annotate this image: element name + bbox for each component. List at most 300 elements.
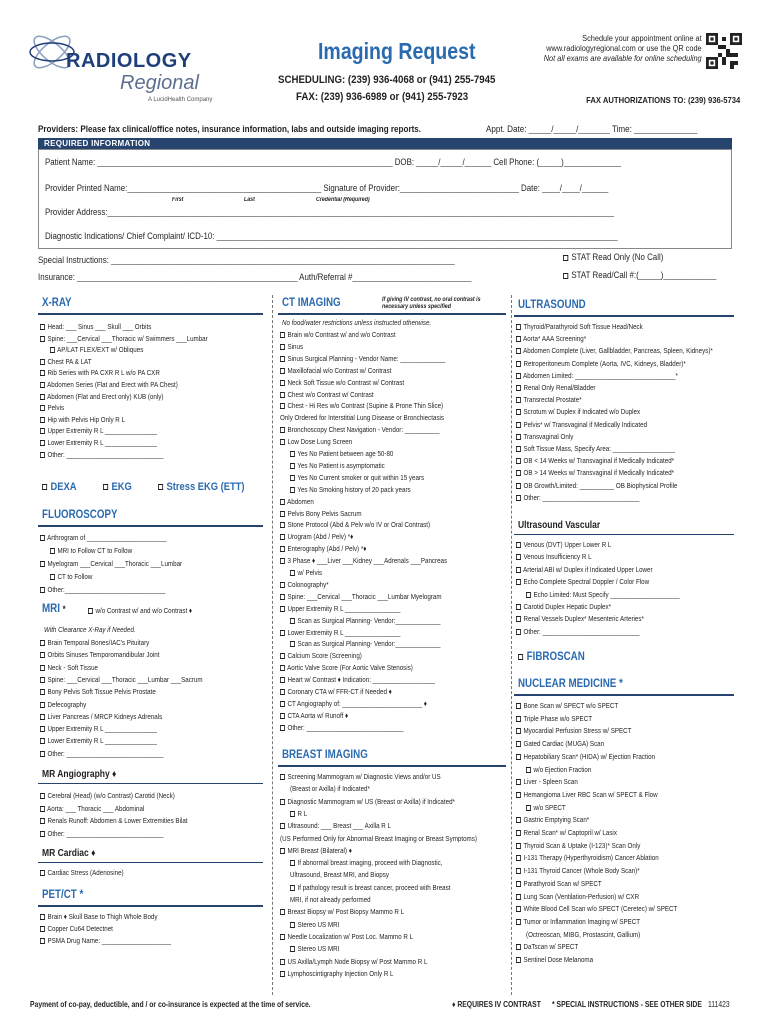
list-item-label: Stereo US MRI: [297, 944, 340, 954]
list-item[interactable]: [40, 650, 160, 659]
list-item[interactable]: [516, 828, 617, 837]
list-item[interactable]: [516, 726, 631, 735]
stat-read-call[interactable]: [563, 270, 716, 280]
checkbox[interactable]: [40, 831, 45, 837]
list-item[interactable]: [516, 777, 578, 786]
list-item[interactable]: [516, 815, 589, 824]
list-item[interactable]: [280, 378, 404, 387]
list-item-label: Gastric Emptying Scan*: [523, 815, 590, 825]
list-item[interactable]: [40, 791, 175, 800]
list-item[interactable]: [516, 346, 713, 355]
list-item[interactable]: [40, 687, 156, 696]
list-item[interactable]: [516, 879, 602, 888]
list-item[interactable]: [40, 559, 182, 568]
checkbox[interactable]: [516, 483, 521, 489]
list-item[interactable]: [280, 675, 435, 684]
list-item[interactable]: [280, 957, 427, 966]
checkbox[interactable]: [280, 606, 285, 612]
checkbox[interactable]: [516, 458, 521, 464]
checkbox[interactable]: [280, 934, 285, 940]
checkbox[interactable]: [40, 806, 45, 812]
diagnostic-field[interactable]: Diagnostic Indications/ Chief Complaint/ ICD-10: ___________________________________________________________________________________________: [45, 231, 618, 241]
stress-ekg-option[interactable]: [158, 481, 244, 493]
list-item-label: Parathyroid Scan w/ SPECT: [523, 878, 602, 888]
checkbox[interactable]: [280, 403, 285, 409]
list-item[interactable]: [516, 565, 653, 574]
list-item[interactable]: [280, 772, 441, 781]
list-item-label: PSMA Drug Name: ____________________: [47, 936, 172, 945]
list-item-label: Brain ♦ Skull Base to Thigh Whole Body: [47, 912, 158, 921]
checkbox[interactable]: [280, 725, 285, 731]
checkbox[interactable]: [516, 373, 521, 379]
list-item[interactable]: [290, 858, 443, 867]
list-item[interactable]: [40, 712, 162, 721]
checkbox[interactable]: [516, 944, 521, 950]
checkbox[interactable]: [280, 665, 285, 671]
checkbox[interactable]: [40, 793, 45, 799]
list-item[interactable]: [280, 556, 447, 565]
checkbox[interactable]: [516, 817, 521, 823]
list-item[interactable]: [526, 765, 591, 774]
checkbox[interactable]: [40, 561, 45, 567]
checkbox[interactable]: [516, 348, 521, 354]
list-item-label: Myelogram ___Cervical ___Thoracic ___Lumbar: [47, 559, 183, 568]
list-item[interactable]: [40, 334, 208, 343]
list-item[interactable]: [40, 380, 178, 389]
list-item[interactable]: [40, 700, 86, 709]
checkbox[interactable]: [516, 894, 521, 900]
ct-note: If giving IV contrast, no oral contrast is necessary unless specified: [382, 296, 481, 310]
checkbox[interactable]: [50, 347, 55, 353]
list-item[interactable]: [290, 639, 440, 648]
list-item[interactable]: [290, 461, 385, 470]
list-item[interactable]: [516, 540, 611, 549]
list-item[interactable]: [280, 437, 352, 446]
list-item[interactable]: [280, 330, 395, 339]
checkbox[interactable]: [40, 440, 45, 446]
checkbox[interactable]: [280, 558, 285, 564]
checkbox[interactable]: [516, 422, 521, 428]
list-item[interactable]: [280, 544, 366, 553]
list-item[interactable]: [516, 493, 639, 502]
provider-name-field[interactable]: Provider Printed Name:____________________________________________ Signature of Provider:___________________________ Date: ____/____/______: [45, 183, 609, 193]
checkbox[interactable]: [516, 703, 521, 709]
checkbox[interactable]: [280, 534, 285, 540]
checkbox[interactable]: [40, 870, 45, 876]
list-item[interactable]: [516, 552, 592, 561]
checkbox[interactable]: [158, 484, 163, 490]
list-item-label: Liver - Spleen Scan: [523, 777, 578, 787]
list-item[interactable]: [526, 803, 566, 812]
list-item[interactable]: [516, 577, 649, 586]
checkbox[interactable]: [526, 767, 531, 773]
list-item[interactable]: [516, 892, 639, 901]
list-item[interactable]: [50, 572, 92, 581]
checkbox[interactable]: [516, 716, 521, 722]
list-item[interactable]: [516, 359, 686, 368]
list-item[interactable]: [290, 809, 307, 818]
list-item[interactable]: [516, 942, 578, 951]
list-item-label: Other: ____________________________: [287, 722, 404, 732]
checkbox[interactable]: [50, 548, 55, 554]
list-item-label: If abnormal breast imaging, proceed with Diagnostic,: [297, 858, 443, 868]
list-item[interactable]: [516, 614, 644, 623]
list-item[interactable]: [516, 841, 640, 850]
checkbox[interactable]: [280, 677, 285, 683]
list-item[interactable]: [290, 473, 424, 482]
list-item[interactable]: [280, 592, 442, 601]
list-item[interactable]: [280, 509, 362, 518]
list-item[interactable]: [280, 846, 352, 855]
checkbox[interactable]: [516, 579, 521, 585]
list-item[interactable]: [280, 907, 404, 916]
checkbox[interactable]: [290, 570, 295, 576]
checkbox[interactable]: [290, 922, 295, 928]
list-item[interactable]: [40, 426, 157, 435]
list-item[interactable]: [516, 904, 677, 913]
list-item[interactable]: [40, 749, 163, 758]
list-item-label: Sinus: [287, 341, 304, 351]
checkbox[interactable]: [103, 484, 108, 490]
list-item[interactable]: [516, 627, 639, 636]
checkbox[interactable]: [516, 830, 521, 836]
list-item[interactable]: [516, 866, 640, 875]
list-item[interactable]: [516, 383, 595, 392]
list-item[interactable]: [40, 450, 163, 459]
mrc-title: MR Cardiac ♦: [42, 848, 96, 859]
checkbox[interactable]: [280, 522, 285, 528]
list-item[interactable]: [280, 401, 443, 410]
list-item[interactable]: [290, 870, 389, 879]
checkbox[interactable]: [280, 427, 285, 433]
checkbox[interactable]: [290, 860, 295, 866]
checkbox[interactable]: [280, 909, 285, 915]
list-item[interactable]: [280, 969, 394, 978]
list-item[interactable]: [516, 395, 582, 404]
checkbox[interactable]: [40, 587, 45, 593]
checkbox[interactable]: [40, 751, 45, 757]
list-item[interactable]: [50, 345, 143, 354]
checkbox[interactable]: [516, 855, 521, 861]
list-item-label: Screening Mammogram w/ Diagnostic Views and/or US: [287, 772, 441, 781]
list-item[interactable]: [40, 724, 157, 733]
checkbox[interactable]: [40, 652, 45, 658]
mri-title: [42, 603, 66, 615]
checkbox[interactable]: [516, 616, 521, 622]
list-item[interactable]: [40, 638, 149, 647]
checkbox[interactable]: [526, 805, 531, 811]
checkbox[interactable]: [40, 818, 45, 824]
section-rule: [38, 525, 263, 527]
list-item[interactable]: [290, 616, 440, 625]
dexa-option[interactable]: [42, 481, 77, 493]
list-item[interactable]: [516, 334, 586, 343]
list-item[interactable]: [516, 481, 678, 490]
checkbox[interactable]: [280, 713, 285, 719]
list-item[interactable]: [526, 930, 640, 939]
list-item[interactable]: [290, 485, 411, 494]
list-item[interactable]: [280, 821, 391, 830]
section-rule: [278, 765, 506, 767]
checkbox[interactable]: [290, 463, 295, 469]
list-item[interactable]: [40, 816, 188, 825]
provider-address-field[interactable]: Provider Address:___________________________________________________________________________________________________________________: [45, 207, 615, 217]
checkbox[interactable]: [516, 779, 521, 785]
checkbox[interactable]: [516, 470, 521, 476]
checkbox[interactable]: [290, 811, 295, 817]
list-item[interactable]: [280, 604, 400, 613]
checkbox[interactable]: [280, 594, 285, 600]
stat-read-only[interactable]: [563, 252, 663, 262]
checkbox[interactable]: [290, 618, 295, 624]
checkbox[interactable]: [40, 938, 45, 944]
checkbox[interactable]: [40, 394, 45, 400]
list-item[interactable]: [40, 829, 163, 838]
list-item[interactable]: [290, 449, 393, 458]
checkbox[interactable]: [516, 361, 521, 367]
mri-contrast-opts[interactable]: [88, 606, 192, 615]
list-item[interactable]: [40, 403, 64, 412]
checkbox[interactable]: [280, 971, 285, 977]
checkbox[interactable]: [516, 728, 521, 734]
list-item[interactable]: [290, 784, 370, 793]
list-item[interactable]: [290, 944, 339, 953]
list-item[interactable]: [280, 390, 374, 399]
checkbox[interactable]: [88, 608, 93, 614]
checkbox[interactable]: [40, 926, 45, 932]
checkbox[interactable]: [516, 446, 521, 452]
checkbox[interactable]: [516, 741, 521, 747]
insurance-field[interactable]: Insurance: __________________________________________________ Auth/Referral #___________________________: [38, 272, 472, 282]
list-item[interactable]: [516, 322, 643, 331]
list-item[interactable]: [516, 602, 611, 611]
list-item[interactable]: [40, 868, 124, 877]
checkbox[interactable]: [526, 592, 531, 598]
checkbox[interactable]: [280, 368, 285, 374]
list-item-label: AP/LAT FLEX/EXT w/ Obliques: [57, 345, 144, 355]
checkbox[interactable]: [280, 546, 285, 552]
checkbox[interactable]: [516, 495, 521, 501]
list-item[interactable]: [280, 354, 445, 363]
checkbox[interactable]: [563, 255, 568, 261]
list-item[interactable]: [280, 628, 400, 637]
checkbox[interactable]: [40, 689, 45, 695]
checkbox[interactable]: [280, 848, 285, 854]
list-item[interactable]: [516, 468, 674, 477]
checkbox[interactable]: [40, 640, 45, 646]
checkbox[interactable]: [42, 484, 47, 490]
checkbox[interactable]: [516, 843, 521, 849]
checkbox[interactable]: [280, 959, 285, 965]
checkbox[interactable]: [40, 702, 45, 708]
list-item-label: Low Dose Lung Screen: [287, 437, 353, 447]
checkbox[interactable]: [516, 604, 521, 610]
list-item[interactable]: [290, 568, 322, 577]
special-instructions-field[interactable]: Special Instructions: ______________________________________________________________________________: [38, 255, 455, 265]
list-item[interactable]: [280, 663, 413, 672]
checkbox[interactable]: [280, 653, 285, 659]
checkbox[interactable]: [280, 356, 285, 362]
checkbox[interactable]: [518, 654, 523, 660]
list-item[interactable]: [40, 663, 98, 672]
checkbox[interactable]: [516, 881, 521, 887]
appt-date-time-field[interactable]: Appt. Date: _____/_____/_______ Time: ______________: [486, 124, 698, 134]
checkbox[interactable]: [40, 714, 45, 720]
list-item[interactable]: [280, 497, 314, 506]
list-item[interactable]: [290, 883, 450, 892]
ekg-option[interactable]: [103, 481, 132, 493]
checkbox[interactable]: [40, 359, 45, 365]
checkbox[interactable]: [280, 630, 285, 636]
list-item[interactable]: [290, 920, 339, 929]
checkbox[interactable]: [290, 487, 295, 493]
checkbox[interactable]: [516, 336, 521, 342]
checkbox[interactable]: [40, 677, 45, 683]
list-item[interactable]: [516, 917, 640, 926]
checkbox[interactable]: [40, 665, 45, 671]
list-item[interactable]: [280, 520, 430, 529]
list-item[interactable]: [40, 357, 92, 366]
checkbox[interactable]: [563, 273, 568, 279]
checkbox[interactable]: [290, 475, 295, 481]
checkbox[interactable]: [280, 823, 285, 829]
checkbox[interactable]: [40, 914, 45, 920]
checkbox[interactable]: [40, 370, 45, 376]
checkbox[interactable]: [516, 397, 521, 403]
list-item[interactable]: [516, 432, 573, 441]
list-item[interactable]: [280, 366, 391, 375]
list-item[interactable]: [516, 701, 618, 710]
list-item[interactable]: [280, 651, 362, 660]
list-item[interactable]: [290, 895, 371, 904]
checkbox[interactable]: [40, 405, 45, 411]
list-item[interactable]: [516, 752, 655, 761]
checkbox[interactable]: [516, 542, 521, 548]
checkbox[interactable]: [280, 511, 285, 517]
checkbox[interactable]: [516, 906, 521, 912]
list-item[interactable]: [40, 368, 160, 377]
list-item[interactable]: [516, 407, 640, 416]
checkbox[interactable]: [516, 919, 521, 925]
list-item[interactable]: [40, 392, 163, 401]
checkbox[interactable]: [516, 409, 521, 415]
checkbox[interactable]: [280, 582, 285, 588]
checkbox[interactable]: [516, 792, 521, 798]
checkbox[interactable]: [40, 738, 45, 744]
checkbox[interactable]: [280, 392, 285, 398]
list-item[interactable]: [50, 546, 132, 555]
checkbox[interactable]: [516, 567, 521, 573]
list-item[interactable]: [280, 580, 329, 589]
list-item[interactable]: [280, 532, 353, 541]
list-item[interactable]: [280, 687, 392, 696]
list-item[interactable]: [280, 834, 477, 843]
list-item[interactable]: [280, 342, 303, 351]
list-item[interactable]: [280, 723, 403, 732]
list-item[interactable]: [280, 711, 348, 720]
list-item[interactable]: [40, 675, 203, 684]
checkbox[interactable]: [516, 434, 521, 440]
checkbox[interactable]: [280, 799, 285, 805]
list-item[interactable]: [40, 804, 144, 813]
list-item[interactable]: [280, 699, 427, 708]
list-item-label: Abdomen Limited: _____________________________*: [523, 370, 678, 380]
list-item[interactable]: [40, 936, 171, 945]
checkbox[interactable]: [280, 689, 285, 695]
checkbox[interactable]: [516, 385, 521, 391]
list-item[interactable]: [280, 797, 455, 806]
checkbox[interactable]: [516, 554, 521, 560]
list-item[interactable]: [40, 924, 113, 933]
list-item[interactable]: [40, 438, 157, 447]
list-item[interactable]: [280, 425, 439, 434]
checkbox[interactable]: [290, 885, 295, 891]
checkbox[interactable]: [280, 332, 285, 338]
list-item[interactable]: [516, 853, 659, 862]
checkbox[interactable]: [40, 452, 45, 458]
list-item[interactable]: [516, 420, 647, 429]
list-item-label: Echo Limited: Must Specify ____________________: [533, 589, 680, 599]
checkbox[interactable]: [516, 868, 521, 874]
checkbox[interactable]: [290, 451, 295, 457]
checkbox[interactable]: [280, 701, 285, 707]
checkbox[interactable]: [290, 946, 295, 952]
list-item[interactable]: [40, 533, 167, 542]
list-item[interactable]: [516, 739, 604, 748]
checkbox[interactable]: [40, 726, 45, 732]
checkbox[interactable]: [50, 574, 55, 580]
list-item[interactable]: [40, 736, 157, 745]
list-item[interactable]: [516, 456, 674, 465]
list-item[interactable]: [40, 912, 158, 921]
list-item[interactable]: [516, 790, 658, 799]
list-item[interactable]: [280, 413, 444, 422]
checkbox[interactable]: [280, 380, 285, 386]
checkbox[interactable]: [280, 499, 285, 505]
list-item[interactable]: [40, 585, 165, 594]
list-item[interactable]: [40, 322, 151, 331]
checkbox[interactable]: [516, 629, 521, 635]
checkbox[interactable]: [290, 641, 295, 647]
checkbox[interactable]: [516, 957, 521, 963]
list-item-label: Neck Soft Tissue w/o Contrast w/ Contrast: [287, 377, 405, 387]
list-item-label: w/o SPECT: [533, 802, 566, 812]
checkbox[interactable]: [40, 535, 45, 541]
list-item[interactable]: [516, 371, 678, 380]
checkbox[interactable]: [40, 336, 45, 342]
patient-name-field[interactable]: Patient Name: ___________________________________________________________________ DOB: _____/_____/______ Cell Phone: (_____)_____________: [45, 157, 622, 167]
checkbox[interactable]: [40, 382, 45, 388]
list-item[interactable]: [526, 590, 680, 599]
checkbox[interactable]: [40, 324, 45, 330]
checkbox[interactable]: [40, 428, 45, 434]
fibroscan-option[interactable]: [518, 651, 585, 663]
list-item-label: Renal Vessels Duplex* Mesenteric Arteries*: [523, 614, 644, 624]
checkbox[interactable]: [40, 417, 45, 423]
list-item[interactable]: [516, 444, 675, 453]
checkbox[interactable]: [280, 344, 285, 350]
qr-code-icon[interactable]: [706, 33, 742, 69]
ct-subnote: No food/water restrictions unless instructed otherwise.: [282, 318, 432, 327]
checkbox[interactable]: [280, 774, 285, 780]
checkbox[interactable]: [280, 439, 285, 445]
list-item[interactable]: [280, 932, 413, 941]
list-item[interactable]: [516, 955, 593, 964]
list-item[interactable]: [40, 415, 125, 424]
checkbox[interactable]: [516, 754, 521, 760]
list-item[interactable]: [516, 714, 592, 723]
checkbox[interactable]: [516, 324, 521, 330]
